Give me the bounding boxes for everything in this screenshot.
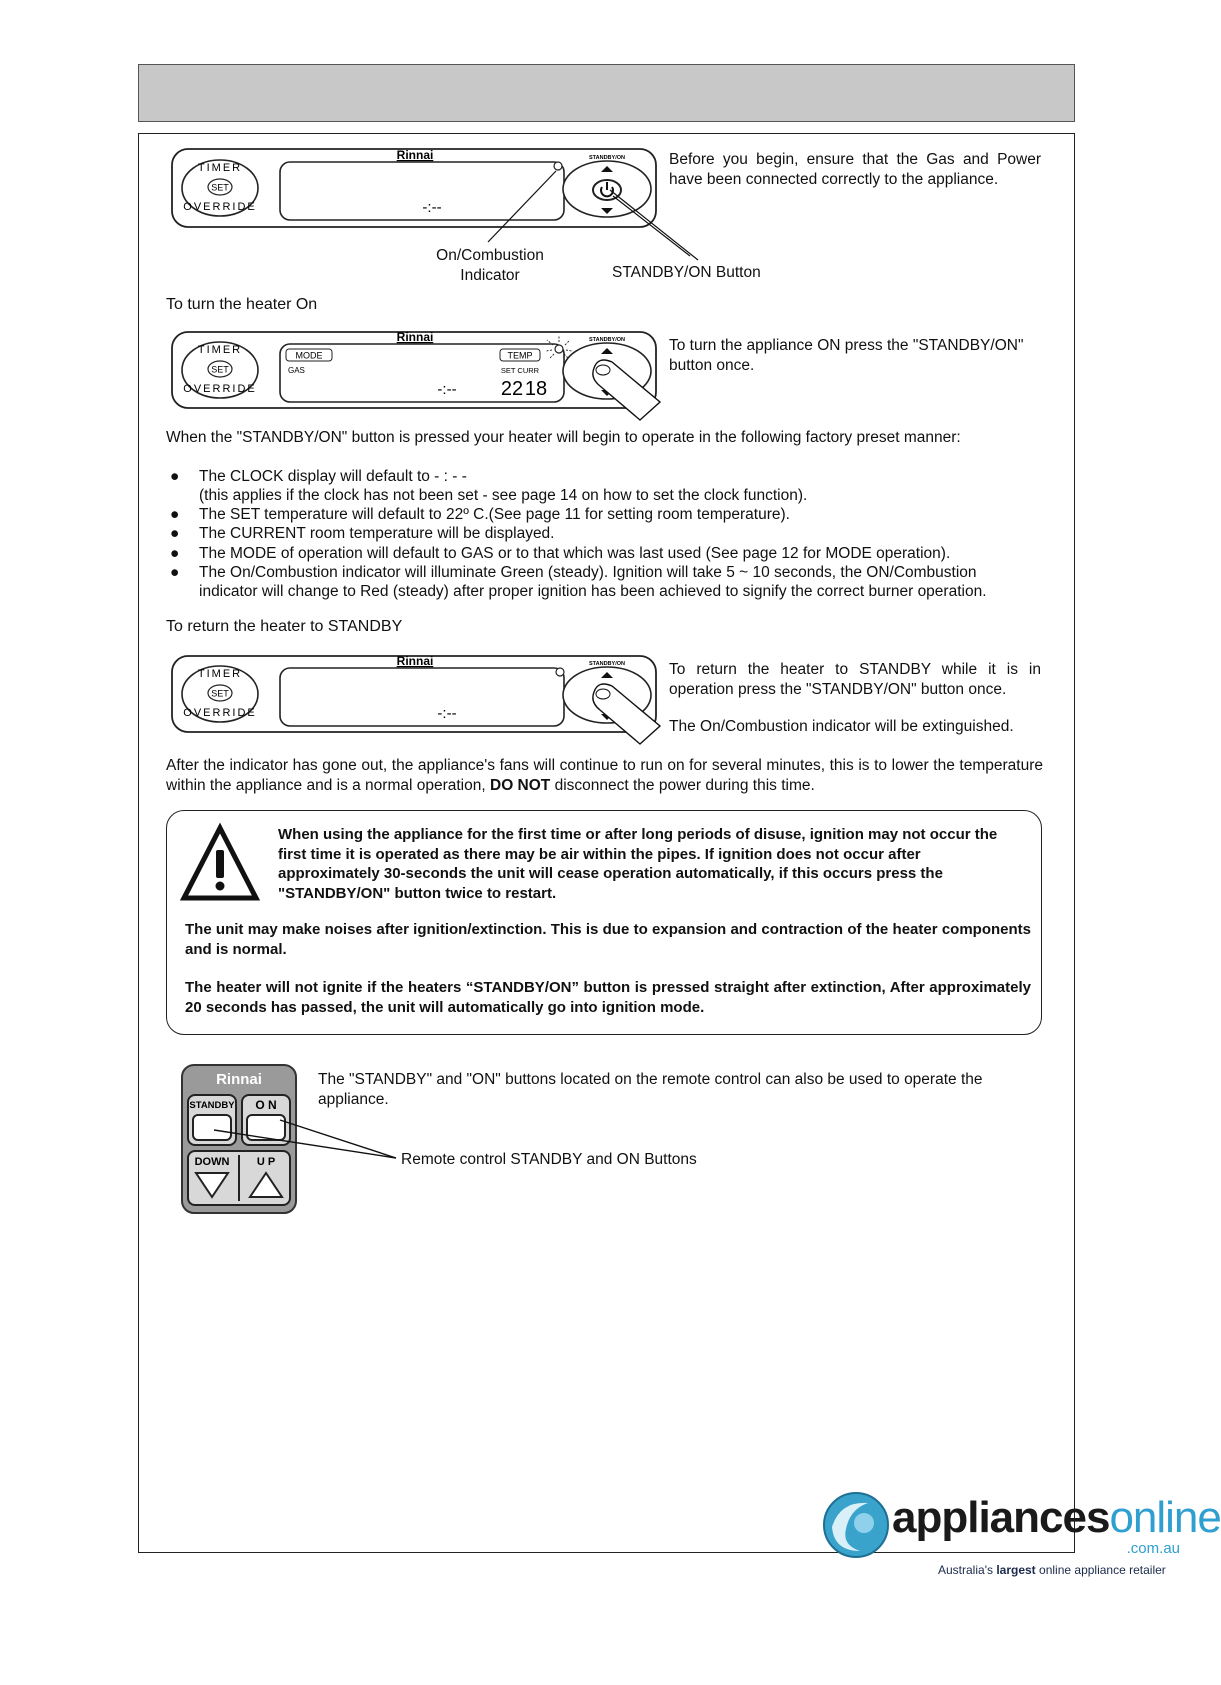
standby-on-small-label: STANDBY/ON	[589, 337, 625, 343]
temp-tag: TEMP	[507, 350, 533, 361]
timer-label: TIMER	[197, 344, 243, 356]
set-temp-display: 22	[500, 378, 524, 400]
control-panel-diagram-3	[170, 652, 670, 746]
panel-brand-logo: Rinnai	[396, 148, 434, 162]
current-temp-display: 18	[524, 378, 548, 400]
remote-on-label: O N	[255, 1098, 277, 1112]
panel-brand-logo: Rinnai	[396, 654, 434, 668]
standby-on-small-label: STANDBY/ON	[589, 155, 625, 161]
turn-on-description: To turn the appliance ON press the "STANDBY/ON" button once.	[669, 337, 1024, 374]
timer-label: TIMER	[197, 162, 243, 174]
footer-tagline: Australia's largest online appliance retailer	[938, 1563, 1166, 1577]
combustion-indicator-icon	[556, 668, 564, 676]
footer-domain: .com.au	[1126, 1540, 1180, 1557]
standby-on-button-callout: STANDBY/ON Button	[612, 264, 761, 281]
warning-reignition: The heater will not ignite if the heaters “STANDBY/ON” button is pressed straight after extinction, After approximately 20 seconds has passed, the unit will automatically go into ignition mode.	[185, 979, 1031, 1016]
override-label: OVERRIDE	[183, 383, 257, 395]
warning-triangle-icon	[180, 823, 260, 903]
set-button-label: SET	[211, 182, 229, 193]
section-header-bar	[138, 64, 1075, 122]
remote-down-label: DOWN	[194, 1156, 230, 1168]
set-button-label: SET	[211, 364, 229, 375]
remote-up-label: U P	[256, 1156, 276, 1168]
indicator-label-line1: On/Combustion	[436, 247, 544, 264]
intro-description: Before you begin, ensure that the Gas and Power have been connected correctly to the appliance.	[669, 151, 1041, 188]
clock-display: -:--	[437, 705, 457, 722]
panel-brand-logo: Rinnai	[396, 330, 434, 344]
remote-brand-logo: Rinnai	[216, 1071, 262, 1088]
indicator-label-line2: Indicator	[460, 266, 520, 284]
leader-line-button	[610, 190, 700, 270]
clock-display: -:--	[437, 381, 457, 398]
remote-description: The "STANDBY" and "ON" buttons located on the remote control can also be used to operate the appliance.	[318, 1071, 983, 1108]
combustion-indicator-lit-icon	[555, 345, 563, 353]
fans-run-on-paragraph: After the indicator has gone out, the appliance's fans will continue to run on for several minutes, this is to lower the temperature within the appliance and is a normal operation, DO NOT disconnect the power during this time.	[166, 757, 1043, 794]
set-button-label: SET	[211, 688, 229, 699]
footer-logo-swirl-icon	[820, 1489, 892, 1561]
factory-preset-intro: When the "STANDBY/ON" button is pressed your heater will begin to operate in the following factory preset manner:	[166, 429, 961, 446]
remote-standby-label: STANDBY	[189, 1100, 235, 1111]
gas-mode-display: GAS	[288, 366, 305, 375]
override-label: OVERRIDE	[183, 707, 257, 719]
indicator-callout	[400, 246, 580, 285]
remote-leader-lines	[210, 1110, 400, 1170]
heading-turn-on: To turn the heater On	[166, 296, 318, 313]
heading-return-standby: To return the heater to STANDBY	[166, 618, 403, 635]
warning-first-use: When using the appliance for the first time or after long periods of disuse, ignition may not occur the first time it is operated as there may be air within the pipes. If ignition does not occur after approximately 30-seconds the unit will cease operation automatically, if this occurs press the "STANDBY/ON" button twice to restart.	[278, 826, 998, 902]
combustion-indicator-icon	[554, 162, 562, 170]
control-panel-diagram-2	[170, 328, 670, 420]
mode-tag: MODE	[295, 350, 323, 361]
standby-description: To return the heater to STANDBY while it is in operation press the "STANDBY/ON" button once.	[669, 661, 1041, 698]
timer-label: TIMER	[197, 668, 243, 680]
clock-display: -:--	[422, 199, 442, 216]
standby-on-small-label: STANDBY/ON	[589, 661, 625, 667]
remote-buttons-callout: Remote control STANDBY and ON Buttons	[401, 1151, 697, 1168]
indicator-extinguished-note: The On/Combustion indicator will be extinguished.	[669, 718, 1014, 735]
set-curr-labels: SET CURR	[500, 366, 540, 375]
footer-brand: appliancesonline	[892, 1493, 1221, 1542]
override-label: OVERRIDE	[183, 201, 257, 213]
warning-noises: The unit may make noises after ignition/extinction. This is due to expansion and contraction of the heater components and is normal.	[185, 921, 1031, 958]
